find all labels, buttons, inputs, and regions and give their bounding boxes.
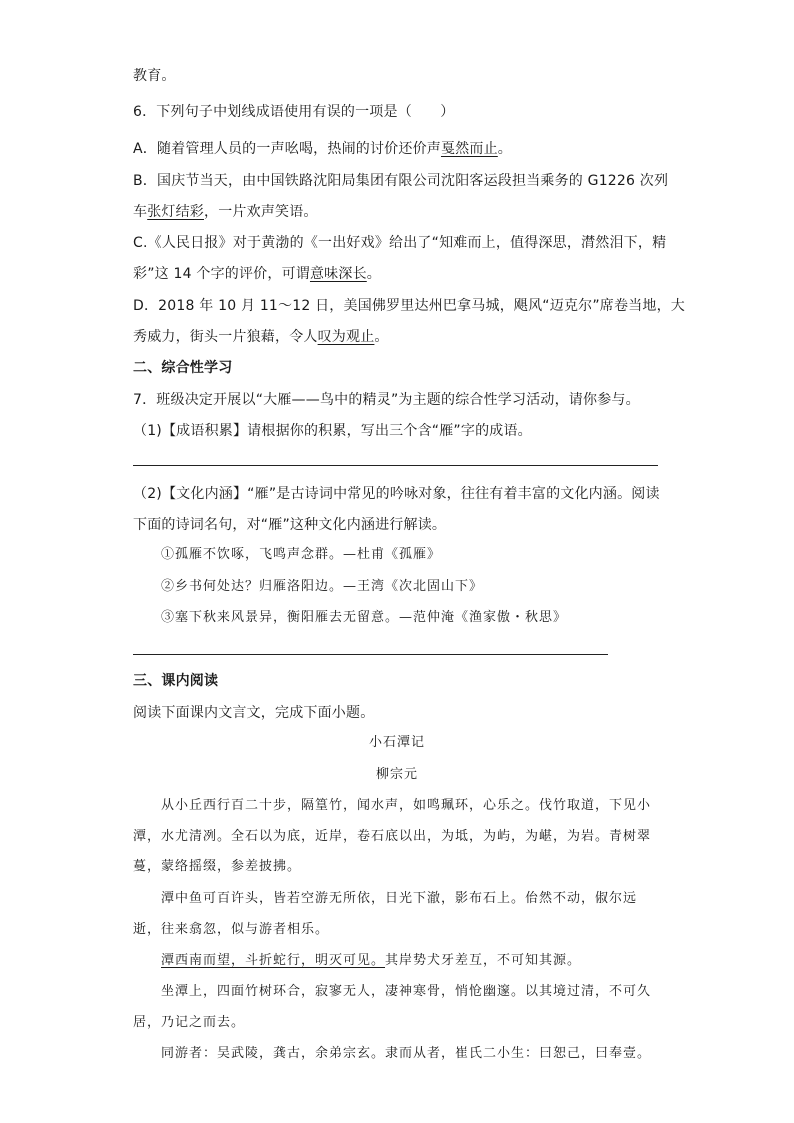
q7-sub2-line2: 下面的诗词名句，对“雁”这种文化内涵进行解读。 (133, 517, 447, 533)
q7-sub1: （1)【成语积累】请根据你的积累，写出三个含“雁”字的成语。 (133, 423, 532, 439)
underlined-idiom: 叹为观止 (317, 329, 375, 345)
q6-option-a (133, 139, 512, 159)
answer-line-1[interactable] (133, 465, 658, 466)
section-2-title: 二、综合性学习 (133, 360, 233, 376)
passage-line: 同游者：吴武陵，龚古，余弟宗玄。隶而从者，崔氏二小生：曰恕己，曰奉壹。 (161, 1046, 652, 1061)
option-text: 彩”这 14 个字的评价，可谓 (133, 266, 310, 282)
q6-option-c-line1: C.《人民日报》对于黄渤的《一出好戏》给出了“知难而上，值得深思，潸然泪下，精 (133, 235, 667, 251)
passage-line: 蔓，蒙络摇缀，参差披拂。 (133, 859, 302, 874)
q7-sub2-line1: （2)【文化内涵】“雁”是古诗词中常见的吟咏对象，往往有着丰富的文化内涵。阅读 (133, 486, 660, 502)
question-6-stem: 6．下列句子中划线成语使用有误的一项是（ ） (133, 104, 455, 120)
option-text: 秀威力，街头一片狼藉，令人 (133, 329, 318, 345)
passage-line: 从小丘西行百二十步，隔篁竹，闻水声，如鸣珮环，心乐之。伐竹取道，下见小 (161, 798, 652, 813)
passage-line: 逝，往来翕忽，似与游者相乐。 (133, 922, 330, 937)
option-text: ，一片欢声笑语。 (204, 204, 318, 220)
poem-line-3: ③塞下秋来风景异，衡阳雁去无留意。—范仲淹《渔家傲・秋思》 (161, 610, 568, 625)
passage-line: 居，乃记之而去。 (133, 1015, 246, 1030)
passage-line-underlined-sentence (161, 951, 581, 971)
option-text: A．随着管理人员的一声吆喝，热闹的讨价还价声 (133, 141, 441, 157)
passage-line: 潭中鱼可百许头，皆若空游无所依，日光下澈，影布石上。佁然不动，俶尔远 (161, 891, 638, 906)
q6-option-b-line1: B．国庆节当天，由中国铁路沈阳局集团有限公司沈阳客运段担当乘务的 G1226 次列 (133, 173, 669, 189)
answer-line-2[interactable] (133, 654, 608, 655)
poem-line-1: ①孤雁不饮啄，飞鸣声念群。—杜甫《孤雁》 (161, 547, 442, 562)
underlined-sentence: 潭西南而望，斗折蛇行，明灭可见。 (161, 953, 386, 968)
intro-tail: 教育。 (133, 68, 176, 84)
option-text: 车 (133, 204, 148, 220)
underlined-idiom: 戛然而止 (440, 141, 498, 157)
poem-line-2: ②乡书何处达？归雁洛阳边。—王湾《次北固山下》 (161, 579, 484, 594)
underlined-idiom: 张灯结彩 (147, 204, 205, 220)
option-text: 。 (366, 266, 381, 282)
q6-option-d-line1: D．2018 年 10 月 11～12 日，美国佛罗里达州巴拿马城，飓风“迈克尔”席卷当地，大 (133, 298, 686, 314)
section-3-title: 三、课内阅读 (133, 673, 219, 689)
q6-option-d-line2 (133, 327, 389, 347)
passage-title: 小石潭记 (368, 735, 425, 750)
passage-line: 坐潭上，四面竹树环合，寂寥无人，凄神寒骨，悄怆幽邃。以其境过清，不可久 (161, 984, 652, 999)
question-7-stem: 7．班级决定开展以“大雁——鸟中的精灵”为主题的综合性学习活动，请你参与。 (133, 392, 640, 408)
option-text: 。 (374, 329, 389, 345)
underlined-idiom: 意味深长 (309, 266, 367, 282)
passage-author: 柳宗元 (375, 767, 418, 782)
option-text: 。 (497, 141, 512, 157)
passage-line: 潭，水尤清冽。全石以为底，近岸，卷石底以出，为坻，为屿，为嵁，为岩。青树翠 (133, 829, 652, 844)
q6-option-b-line2 (133, 202, 318, 222)
reading-instruction: 阅读下面课内文言文，完成下面小题。 (133, 705, 375, 721)
q6-option-c-line2 (133, 264, 381, 284)
passage-text: 其岸势犬牙差互，不可知其源。 (385, 953, 582, 968)
